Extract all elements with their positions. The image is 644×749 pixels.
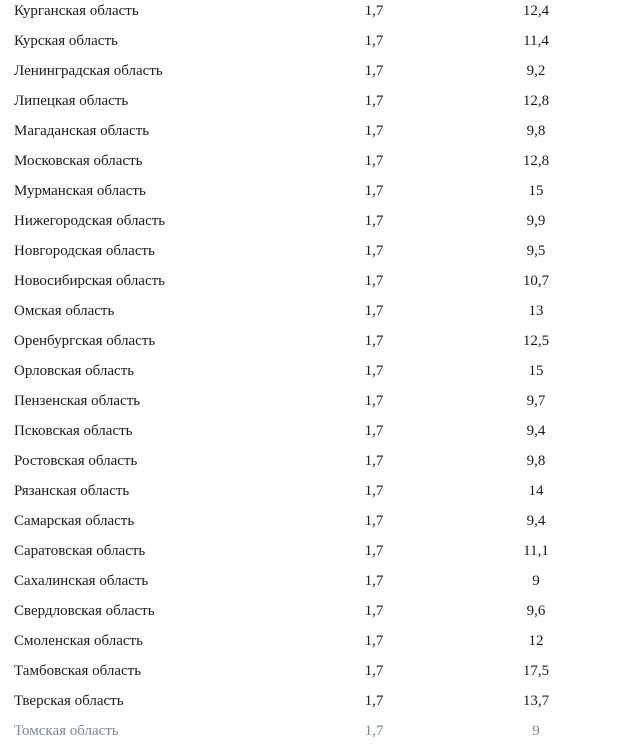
region-value-1: 1,7	[364, 392, 384, 409]
region-value-2: 9,9	[526, 212, 546, 229]
table-row	[0, 146, 644, 176]
region-value-1: 1,7	[364, 332, 384, 349]
table-row	[0, 596, 644, 626]
table-row	[0, 476, 644, 506]
region-name: Смоленская область	[14, 632, 143, 649]
region-name: Самарская область	[14, 512, 135, 529]
region-name: Московская область	[14, 152, 143, 169]
region-name: Тамбовская область	[14, 662, 142, 679]
table-row	[0, 56, 644, 86]
region-value-1: 1,7	[364, 482, 384, 499]
table-row	[0, 386, 644, 416]
table-row	[0, 116, 644, 146]
region-value-1: 1,7	[364, 92, 384, 109]
region-value-1: 1,7	[364, 422, 384, 439]
region-value-2: 9,6	[526, 602, 546, 619]
region-name: Тверская область	[14, 692, 124, 709]
region-value-2: 12,4	[522, 2, 550, 19]
table-row	[0, 86, 644, 116]
table-row	[0, 536, 644, 566]
region-name: Липецкая область	[14, 92, 129, 109]
region-value-2: 9,4	[526, 422, 546, 439]
region-value-1: 1,7	[364, 182, 384, 199]
table-row	[0, 416, 644, 446]
region-value-2: 12,8	[522, 152, 550, 169]
region-value-2: 9,5	[526, 242, 546, 259]
region-name: Ленинградская область	[14, 62, 163, 79]
region-value-1: 1,7	[364, 692, 384, 709]
region-value-2: 9,7	[526, 392, 546, 409]
table-row	[0, 566, 644, 596]
region-name: Новгородская область	[14, 242, 155, 259]
region-value-2: 15	[528, 182, 544, 199]
region-value-1: 1,7	[364, 152, 384, 169]
region-value-2: 9	[532, 572, 540, 589]
region-name: Томская область	[14, 722, 119, 739]
region-value-1: 1,7	[364, 452, 384, 469]
region-value-2: 10,7	[522, 272, 550, 289]
region-value-2: 11,1	[523, 542, 549, 559]
table-row	[0, 326, 644, 356]
region-value-1: 1,7	[364, 362, 384, 379]
region-name: Курганская область	[14, 2, 139, 19]
region-value-1: 1,7	[364, 632, 384, 649]
region-value-1: 1,7	[364, 542, 384, 559]
region-value-2: 12,5	[522, 332, 550, 349]
region-name: Омская область	[14, 302, 115, 319]
table-row	[0, 446, 644, 476]
region-name: Нижегородская область	[14, 212, 166, 229]
region-value-1: 1,7	[364, 662, 384, 679]
table-row	[0, 266, 644, 296]
table-row	[0, 26, 644, 56]
region-name: Мурманская область	[14, 182, 146, 199]
region-value-2: 15	[528, 362, 544, 379]
region-name: Свердловская область	[14, 602, 155, 619]
region-name: Саратовская область	[14, 542, 146, 559]
table-row	[0, 716, 644, 746]
region-name: Псковская область	[14, 422, 133, 439]
region-name: Оренбургская область	[14, 332, 156, 349]
region-value-1: 1,7	[364, 572, 384, 589]
region-value-1: 1,7	[364, 302, 384, 319]
region-value-1: 1,7	[364, 512, 384, 529]
region-value-2: 9,4	[526, 512, 546, 529]
region-value-2: 12,8	[522, 92, 550, 109]
region-name: Пензенская область	[14, 392, 141, 409]
region-value-2: 13	[528, 302, 544, 319]
region-value-2: 14	[528, 482, 544, 499]
region-name: Курская область	[14, 32, 118, 49]
table-row	[0, 236, 644, 266]
region-value-1: 1,7	[364, 272, 384, 289]
region-value-2: 9,2	[526, 62, 546, 79]
table-row	[0, 686, 644, 716]
region-value-2: 12	[528, 632, 544, 649]
region-value-1: 1,7	[364, 602, 384, 619]
region-value-1: 1,7	[364, 62, 384, 79]
table-row	[0, 656, 644, 686]
region-value-1: 1,7	[364, 122, 384, 139]
region-value-1: 1,7	[364, 32, 384, 49]
region-value-1: 1,7	[364, 722, 384, 739]
region-name: Магаданская область	[14, 122, 150, 139]
region-value-2: 9,8	[526, 122, 546, 139]
region-value-2: 17,5	[522, 662, 550, 679]
region-name: Ростовская область	[14, 452, 138, 469]
region-name: Новосибирская область	[14, 272, 166, 289]
region-value-1: 1,7	[364, 242, 384, 259]
table-row	[0, 626, 644, 656]
region-name: Орловская область	[14, 362, 135, 379]
table-row	[0, 296, 644, 326]
table-row	[0, 506, 644, 536]
region-value-2: 9,8	[526, 452, 546, 469]
table-row	[0, 0, 644, 26]
table-row	[0, 176, 644, 206]
region-value-1: 1,7	[364, 212, 384, 229]
table-row	[0, 206, 644, 236]
table-row	[0, 356, 644, 386]
region-value-2: 9	[532, 722, 540, 739]
region-name: Сахалинская область	[14, 572, 149, 589]
region-value-2: 11,4	[523, 32, 549, 49]
region-name: Рязанская область	[14, 482, 130, 499]
region-value-2: 13,7	[522, 692, 550, 709]
region-value-1: 1,7	[364, 2, 384, 19]
